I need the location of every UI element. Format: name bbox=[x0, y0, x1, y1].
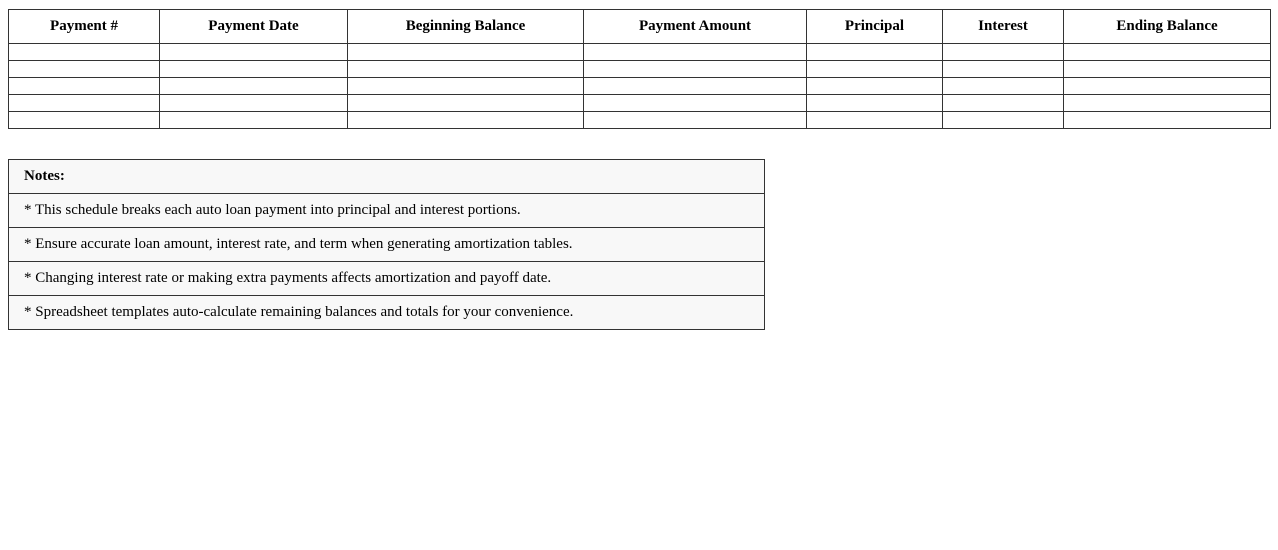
table-cell bbox=[943, 61, 1064, 78]
table-cell bbox=[160, 112, 348, 129]
table-cell bbox=[807, 44, 943, 61]
header-payment-number: Payment # bbox=[9, 10, 160, 44]
table-cell bbox=[1064, 112, 1271, 129]
table-cell bbox=[584, 112, 807, 129]
table-cell bbox=[348, 61, 584, 78]
note-item: * Changing interest rate or making extra payments affects amortization and payoff date. bbox=[9, 262, 765, 296]
table-row bbox=[9, 44, 1271, 61]
note-item: * Spreadsheet templates auto-calculate remaining balances and totals for your convenience. bbox=[9, 296, 765, 330]
table-cell bbox=[160, 61, 348, 78]
header-ending-balance: Ending Balance bbox=[1064, 10, 1271, 44]
table-cell bbox=[9, 78, 160, 95]
table-cell bbox=[943, 95, 1064, 112]
table-row bbox=[9, 112, 1271, 129]
table-cell bbox=[584, 78, 807, 95]
table-row bbox=[9, 78, 1271, 95]
table-cell bbox=[160, 44, 348, 61]
table-cell bbox=[584, 61, 807, 78]
table-cell bbox=[807, 95, 943, 112]
amortization-schedule-table bbox=[8, 9, 1271, 129]
table-cell bbox=[160, 95, 348, 112]
table-cell bbox=[1064, 95, 1271, 112]
table-cell bbox=[943, 78, 1064, 95]
header-principal: Principal bbox=[807, 10, 943, 44]
table-row bbox=[9, 95, 1271, 112]
header-payment-date: Payment Date bbox=[160, 10, 348, 44]
note-item: * Ensure accurate loan amount, interest rate, and term when generating amortization tables. bbox=[9, 228, 765, 262]
table-cell bbox=[584, 95, 807, 112]
table-cell bbox=[943, 44, 1064, 61]
header-beginning-balance: Beginning Balance bbox=[348, 10, 584, 44]
header-interest: Interest bbox=[943, 10, 1064, 44]
table-cell bbox=[1064, 44, 1271, 61]
table-cell bbox=[9, 44, 160, 61]
table-row bbox=[9, 61, 1271, 78]
notes-table bbox=[8, 159, 765, 330]
header-payment-amount: Payment Amount bbox=[584, 10, 807, 44]
table-cell bbox=[348, 112, 584, 129]
table-cell bbox=[807, 78, 943, 95]
table-cell bbox=[348, 44, 584, 61]
table-cell bbox=[584, 44, 807, 61]
table-cell bbox=[9, 61, 160, 78]
notes-title: Notes: bbox=[9, 160, 765, 194]
table-cell bbox=[807, 112, 943, 129]
note-item: * This schedule breaks each auto loan payment into principal and interest portions. bbox=[9, 194, 765, 228]
table-cell bbox=[9, 112, 160, 129]
table-header-row bbox=[9, 10, 1271, 44]
table-cell bbox=[348, 78, 584, 95]
table-cell bbox=[160, 78, 348, 95]
table-cell bbox=[943, 112, 1064, 129]
table-cell bbox=[9, 95, 160, 112]
table-cell bbox=[1064, 61, 1271, 78]
table-cell bbox=[807, 61, 943, 78]
table-cell bbox=[1064, 78, 1271, 95]
table-cell bbox=[348, 95, 584, 112]
